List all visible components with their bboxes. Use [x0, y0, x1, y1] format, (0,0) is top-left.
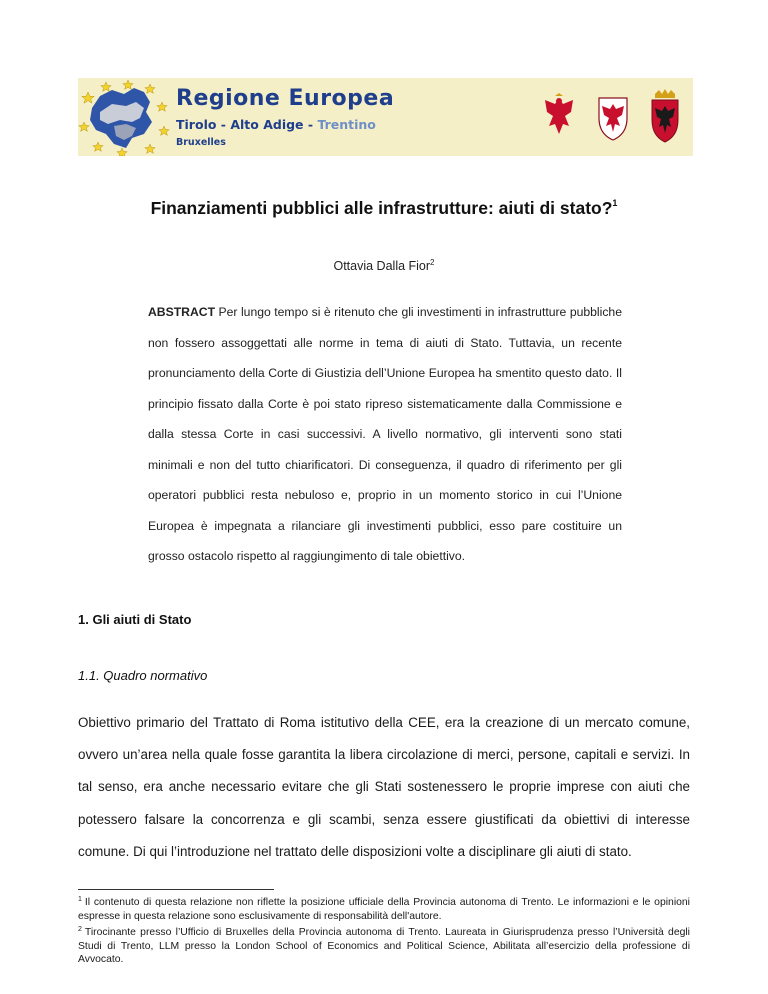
org-subtitle-trentino: Trentino: [317, 117, 376, 132]
author-line: [0, 258, 768, 273]
south-tyrol-shield-crest-icon: [595, 92, 631, 142]
footnote-2-text: Tirocinante presso l’Ufficio di Bruxelles della Provincia autonoma di Trento. Laureata in Giurisprudenza presso l’Università degli Studi di Trento, LLM presso la London School of Economics and Political Science, Abilitata all’esercizio della professione di Avvocato.: [78, 927, 690, 966]
section-heading: 1. Gli aiuti di Stato: [78, 612, 192, 627]
region-map-with-stars-icon: [78, 78, 180, 156]
author-name: Ottavia Dalla Fior: [333, 259, 431, 273]
title-footnote-ref: 1: [612, 198, 618, 208]
org-city: Bruxelles: [176, 137, 226, 148]
footnote-1-text: Il contenuto di questa relazione non riflette la posizione ufficiale della Provincia autonoma di Trento. Le informazioni e le opinioni espresse in questa relazione sono esclusivamente di responsabilità dell'autore.: [78, 897, 690, 922]
footnotes: [78, 893, 690, 967]
footnote-2: [78, 923, 690, 967]
org-subtitle: [176, 117, 376, 132]
abstract: [148, 297, 622, 572]
footnote-1: [78, 893, 690, 923]
abstract-label: ABSTRACT: [148, 305, 216, 319]
org-subtitle-regions: Tirolo - Alto Adige -: [176, 117, 318, 132]
trentino-crowned-eagle-crest-icon: [647, 88, 683, 144]
footnote-2-number: 2: [78, 926, 82, 934]
author-footnote-ref: 2: [430, 258, 435, 267]
subsection-heading: 1.1. Quadro normativo: [78, 668, 208, 683]
abstract-text: Per lungo tempo si è ritenuto che gli investimenti in infrastrutture pubbliche non fossero assoggettati alle norme in tema di aiuti di Stato. Tuttavia, un recente pronunciamento della Corte di Giustizia dell’Unione Europea ha smentito questo dato. Il principio fissato dalla Corte è poi stato ripreso sistematicamente dalla Commissione e dalla stessa Corte in casi successivi. A livello normativo, gli interventi sono stati minimali e non del tutto chiarificatori. Di conseguenza, il quadro di riferimento per gli operatori pubblici resta nebuloso e, proprio in un momento storico in cui l’Unione Europea è impegnata a rilanciare gli investimenti pubblici, esso pare costituire un grosso ostacolo rispetto al raggiungimento di tale obiettivo.: [148, 305, 622, 563]
tyrol-eagle-crest-icon: [541, 92, 577, 142]
header-banner: [78, 78, 693, 156]
footnote-separator: [78, 889, 274, 890]
document-title: [0, 198, 768, 219]
document-title-text: Finanziamenti pubblici alle infrastrutture: aiuti di stato?: [150, 198, 613, 218]
org-title: Regione Europea: [176, 86, 395, 111]
footnote-1-number: 1: [78, 896, 82, 903]
body-paragraph: Obiettivo primario del Trattato di Roma istitutivo della CEE, era la creazione di un mercato comune, ovvero un’area nella quale fosse garantita la libera circolazione di merci, persone, capitali e servizi. In tal senso, era anche necessario evitare che gli Stati sostenessero le proprie imprese con aiuti che potessero falsare la concorrenza e gli scambi, senza essere giustificati da obiettivi di interesse comune. Di qui l’introduzione nel trattato delle disposizioni volte a disciplinare gli aiuti di stato.: [78, 715, 690, 859]
